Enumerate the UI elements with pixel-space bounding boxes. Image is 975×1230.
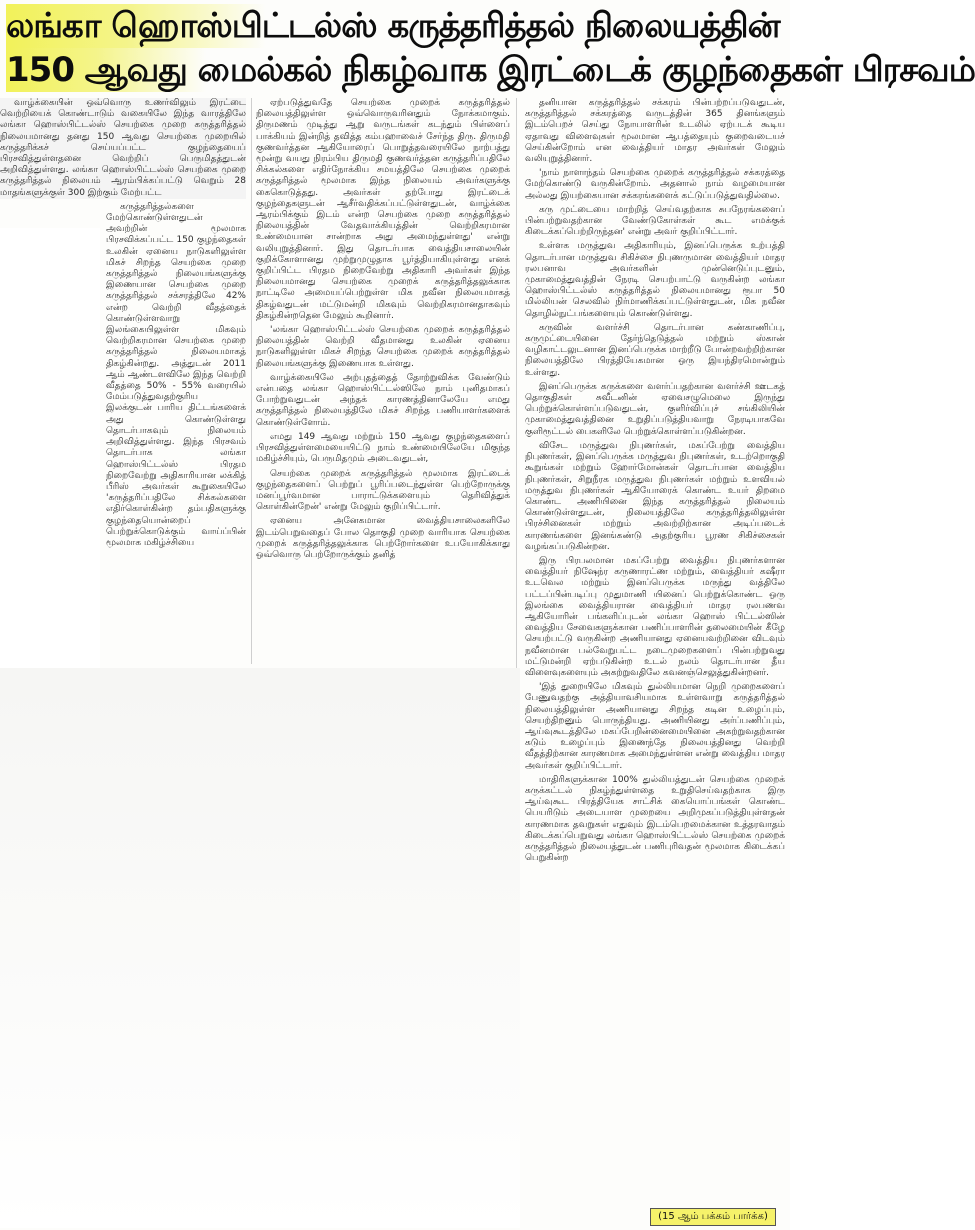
- article-paragraph: கரு முட்டையை மாற்றித் செய்வதற்காக சுபநேரங்களைப் பின்பற்றுவதற்கான வேண்டுகோள்கள் கூட எமக்குக் கிடைக்கப்பெற்றிருந்தன' என்று அவர் குறிப்பிட்டார்.: [525, 204, 785, 238]
- article-paragraph: இனப்பெருக்க கருக்களை வளர்ப்பதற்கான வளர்ச்சி ஊடகத் தொகுதிகள் சுவீடனின் ஏவைசழுமெலை இருந்து பெற்றுக்கொள்ளப்படுவதுடன், குளிர்விப்புச் சங்கிலியின் முகாமைத்துவத்தினை உறுதிப்படுத்தியவாறு நேரடியாகவே குளிரூட்டல் பைகளிலே பெற்றுக்கொள்ளப்படுகின்றன.: [525, 381, 785, 437]
- article-column-2: [256, 98, 510, 664]
- headline-line-1: லங்கா ஹொஸ்பிட்டல்ஸ் கருத்தரித்தல் நிலையத்தின்: [6, 4, 782, 48]
- article-paragraph: ஏற்படுத்துவதே செயற்கை முறைக் கருத்தரித்தல் நிலையத்திலுள்ள ஒவ்வொருவரினதும் நோக்கமாகும். திருமணம் முடித்து ஆறு வருடங்கள் கடந்தும் பிள்ளைப் பாக்கியம் இன்றித் தவித்த கம்பஹாவைச் சேர்ந்த திரு. திருமதி குணவர்த்தன ஆகியோரைப் பொறுத்தவரையிலே நாற்பத்து மூன்று வயது நிரம்பிய திருமதி குணவர்த்தன கருத்தரிப்பதிலே சிக்கல்களை எதிர்நோக்கிய சமயத்திலே செயற்கை முறைக் கருத்தரித்தல் மூலமாக இந்த நிலையம் அவர்களுக்கு கைகொடுத்தது. அவர்கள் தற்போது இரட்டைக் குழந்தைகளுடன் ஆசீர்வதிக்கப்பட்டுள்ளதுடன், வாழ்க்கை ஆரம்பிக்கும் இடம் என்ற செயற்கை முறை கருத்தரித்தல் நிலையத்தின் வேதவாக்கியத்தின் வெற்றிகரமான உண்மையான சான்றாக அது அமைந்துள்ளது' என்று வலியுறுத்தினார். இது தொடர்பாக வைத்தியசாலையின் குறிக்கோளானது முற்றுமுழுதாக பூர்த்தியாகியுள்ளது எனக் குறிப்பிட்ட பிரதம நிறைவேற்று அதிகாரி அவர்கள் இந்த நிலையமானது செயற்கை முறைக் கருத்தரித்தலுக்காக நாட்டிலே அமையப்பெற்றுள்ள மிக நவீன நிலையமாகத் திகழ்வதுடன் மட்டுமன்றி மிகவும் வெற்றிகரமானதாகவும் திகழ்கின்றதென மேலும் கூறினார்.: [256, 98, 510, 321]
- article-paragraph: கருவின் வளர்ச்சி தொடர்பான கண்காணிப்பு, கருமுட்டையினை தேர்ந்தெடுத்தல் மற்றும் ஸ்கான் வழிகாட்டலுடனான இனப்பெருக்க மாற்றீடு போன்றவற்றிற்கான நிலையத்திலே பிரத்தியேகமான ஒரு இயந்திரமொன்றும் உள்ளது.: [525, 322, 785, 378]
- blank-photo-area: [0, 228, 100, 668]
- continuation-note: (15 ஆம் பக்கம் பார்க்க): [650, 1208, 776, 1226]
- blank-scan-area: [0, 668, 520, 1228]
- article-paragraph: உள்ளக மருத்துவ அதிகாரியும், இனப்பெருக்க உற்பத்தி தொடர்பான மருத்துவ சிகிச்சை நிபுணருமான வைத்தியர் மாதர ரலபனாவ அவர்களின் முன்னெடுப்புடனும், முகாமைத்துவத்தின் நேரடி செயற்பாட்டு வருகின்ற லங்கா ஹொஸ்பிட்டல்ஸ் கருத்தரித்தல் நிலையமானது ரூபா 50 மில்லியன் செலவில் நிர்மாணிக்கப்பட்டுள்ளதுடன், மிக நவீன தொழில்நுட்பங்களையும் கொண்டுள்ளது.: [525, 241, 785, 319]
- article-paragraph: கருத்தரித்தல்களை மேற்கொண்டுள்ளதுடன் அவற்றின் மூலமாக பிரசவிக்கப்பட்ட 150 குழந்தைகள் உலகின் ஏனைய நாடுகளிலுள்ள மிகச் சிறந்த செயற்கை முறை கருத்தரித்தல் நிலையங்களுக்கு இணையான செயற்கை முறை கருத்தரித்தல் சக்சரத்திலே 42% என்ற வெற்றி வீதத்தைக் கொண்டுள்ளவாறு இலங்கையிலுள்ள மிகவும் வெற்றிகரமான செயற்கை முறை கருத்தரித்தல் நிலையமாகத் திகழ்கின்றது. அத்துடன் 2011 ஆம் ஆண்டளவிலே இந்த வெற்றி வீதத்தை 50% - 55% வரையில் மேம்படுத்துவதற்குரிய இலக்குடன் பாரிய திட்டங்களைக் அது கொண்டுள்ளது தொடர்பாகவும் நிலையம் அறிவித்துள்ளது. இந்த பிரசவம் தொடர்பாக லங்கா ஹொஸ்பிட்டல்ஸ் பிரதம நிறைவேற்று அதிகாரியான லக்கித் பீரிஸ் அவர்கள் கூறுகையிலே 'கருத்தரிப்பதிலே சிக்கல்களை எதிர்கொள்கின்ற தம்பதிகளுக்கு குழந்தையொன்றைப் பெற்றுக்கொடுக்கும் வாய்ப்பின் மூலமாக மகிழ்ச்சியை: [106, 201, 246, 548]
- article-paragraph: தனியான கருத்தரித்தல் சக்கரம் பின்பற்றப்படுவதுடன், கருத்தரித்தல் சக்கரத்தை வருடத்தின் 365 தினங்களும் இடம்பெறச் செய்து நோயாளரின் உடலில் ஏற்படக் கூடிய ஏதாவது விளைவுகள் மூலமான ஆபத்தையும் குறைவடையச் செய்கின்றோம் என வைத்தியர் மாதர அவர்கள் மேலும் வலியுறுத்தினார்.: [525, 98, 785, 165]
- column-divider: [251, 98, 252, 664]
- article-paragraph: வாழ்க்கையின் ஒவ்வொரு உணர்விலும் இரட்டை வெற்றியைக் கொண்டாடும் வகையிலே இந்த வாரத்திலே லங்கா ஹொஸ்பிட்டல்ஸ் செயற்கை முறை கருத்தரித்தல் நிலையமானது தனது 150 ஆவது செயற்கை முறையில் கருத்தரிக்கச் செய்யப்பட்ட குழந்தையைப் பிரசவித்துள்ளதனை வெற்றிப் பெருமிதத்துடன் அறிவித்துள்ளது. லங்கா ஹொஸ்பிட்டல்ஸ் செயற்கை முறை கருத்தரித்தல் நிலையம் ஆரம்பிக்கப்பட்டு வெறும் 28 மாதங்களுக்குள் 300 இற்கும் மேற்பட்ட: [0, 98, 246, 198]
- article-paragraph: விசேட மருத்துவ நிபுணர்கள், மகப்பேற்று வைத்திய நிபுணர்கள், இனப்பெருக்க மருத்துவ நிபுணர்கள், உடற்றொகுதி கூறுங்கள் மற்றும் ஹோர்மோன்கள் தொடர்பான வைத்திய நிபுணர்கள், சிறுநீரக மருத்துவ நிபுணர்கள் மற்றும் உளவியல் மருத்துவ நிபுணர்கள் ஆகியோரைக் கொண்ட உயர் திறமை கொண்ட அணியினை இந்த கருத்தரித்தல் நிலையம் கொண்டுள்ளதுடன், நிலையத்திலே கருத்தரித்தலிலுள்ள பிரச்சினைகள் மற்றும் அவற்றிற்கான அடிப்படைக் காரணங்களை இனங்கண்டு அதற்குரிய பூரண சிகிச்சைகள் வழங்கப்படுகின்றன.: [525, 440, 785, 552]
- article-paragraph: 'நாம் நாளாந்தம் செயற்கை முறைக் கருத்தரித்தல் சக்கரத்தை மேற்கொண்டு வருகின்றோம். அதனால் நாம் வழமையான அல்லது இயற்கையான சக்கரங்களைக் கட்டுப்படுத்துவதில்லை.: [525, 168, 785, 201]
- article-column-3: [525, 98, 785, 1198]
- article-paragraph: ஏனைய அனேகமான வைத்தியசாலைகளிலே இடம்பெறுவதைப் போல தொகுதி முறை வாரியாக செயற்கை முறைக் கருத்தரித்தலுக்காக பெற்றோர்களை உபயோகிக்காது ஒவ்வொரு பெற்றோருக்கும் தனித்: [256, 516, 510, 560]
- headline: [6, 4, 975, 94]
- article-paragraph: வாழ்க்கையிலே அற்புதத்தைத் தோற்றுவிக்க வேண்டும் என்பதை லங்கா ஹொஸ்பிட்டல்ஸிலே நாம் புனிதமாகப் போற்றுவதுடன் அந்தக் காரணத்தினாலேயே எமது கருத்தரித்தல் நிலையத்திலே மிகச் சிறந்த பணியாளர்களைக் கொண்டுள்ளோம்.: [256, 372, 510, 428]
- headline-line-2: 150 ஆவது மைல்கல் நிகழ்வாக இரட்டைக் குழந்தைகள் பிரசவம்: [6, 50, 975, 90]
- article-paragraph: 'லங்கா ஹொஸ்பிட்டல்ஸ் செயற்கை முறைக் கருத்தரித்தல் நிலையத்தின் வெற்றி வீதமானது உலகின் ஏனைய நாடுகளிலுள்ள மிகச் சிறந்த செயற்கை முறைக் கருத்தரித்தல் நிலையங்களுக்கு இணையாக உள்ளது.: [256, 325, 510, 369]
- article-paragraph: இரு பிரபலமான மகப்பேற்று வைத்திய நிபுணர்களான வைத்தியர் நிஷேந்ர கருணாரட்ண மற்றும், வைத்தியர் கஷீரா உடவெல மற்றும் இனப்பெருக்க மருந்து வத்திலே பட்டப்பின்படிப்பு முதுமாணி யினைப் பெற்றுக்கொண்ட ஒரு இலங்கை வைத்தியரான வைத்தியர் மாதர ரலபணவ ஆகியோரின் பங்களிப்புடன் லங்கா ஹொஸ் பிட்டல்ஸின் வைத்திய சேவைகளுக்கான பணிப்பாளரின் தலைமையின் கீழே செயற்பட்டு வருகின்ற அணியானது ஏனையவற்றினை விடவும் நவீனமான பல்வேறுபட்ட நடைமுறைகளைப் பின்பற்றுவது மட்டுமன்றி ஏற்படுகின்ற உடல் நலம் தொடர்பான தீய விளைவுகளையும் அகற்றுவதிலே கவனஞ்செலுத்துகின்றனர்.: [525, 555, 785, 678]
- article-paragraph: 'இத் துறையிலே மிகவும் துல்லியமான நெறி முறைகளைப் பேணுவதற்கு அத்தியாவசியமாக உள்ளவாறு கருத்தரித்தல் நிலையத்திலுள்ள அணியானது சிறந்த கடின உழைப்பும், செயற்திறனும் பொருந்தியது. அணியினது அர்ப்பணிப்பும், ஆய்வுகூடத்திலே மகப்பேறின்னைமையினை அகற்றுவதற்கான கடும் உழைப்பும் இணைந்தே நிலையத்தினது வெற்றி வீதத்திற்கான காரணமாக அமைந்துள்ளன என்று வைத்திய மாதர அவர்கள் குறிப்பிட்டார்.: [525, 682, 785, 771]
- article-paragraph: எமது 149 ஆவது மற்றும் 150 ஆவது குழந்தைகளைப் பிரசவித்துள்ளமையையிட்டு நாம் உண்மையிலேயே மிகுந்த மகிழ்ச்சியும், பெருமிதமும் அடைவதுடன்,: [256, 431, 510, 465]
- article-paragraph: செயற்கை முறைக் கருத்தரித்தல் மூலமாக இரட்டைக் குழந்தைகளைப் பெற்றுப் பூரிப்படைந்துள்ள பெற்றோருக்கு மனப்பூர்வமான பாராட்டுக்களையும் தெரிவித்துக் கொள்கின்றேன்' என்று மேலும் குறிப்பிட்டார்.: [256, 468, 510, 513]
- article-paragraph: மாதிரிகளுக்கான 100% துல்லியத்துடன் செயற்கை முறைக் கருக்கட்டல் நிகழ்ந்துள்ளதை உறுதிசெய்வதற்காக இரு ஆய்வுகூட பிரத்தியேக சாட்சிக் கையொப்பங்கள் கொண்ட பெயரிடும் அடையாள முறையை அறிமுகப்படுத்தியுள்ளதன் காரணமாக தவறுகள் எதுவும் இடம்பெறமைக்கான உத்தரவாதம் கிடைக்கப்பெறுவது லங்கா ஹொஸ்பிட்டல்ஸ் செயற்கை முறைக் கருத்தரித்தல் நிலையத்துடன் பணிபுரிவதன் மூலமாக கிடைக்கப் பெறுகின்ற: [525, 774, 785, 864]
